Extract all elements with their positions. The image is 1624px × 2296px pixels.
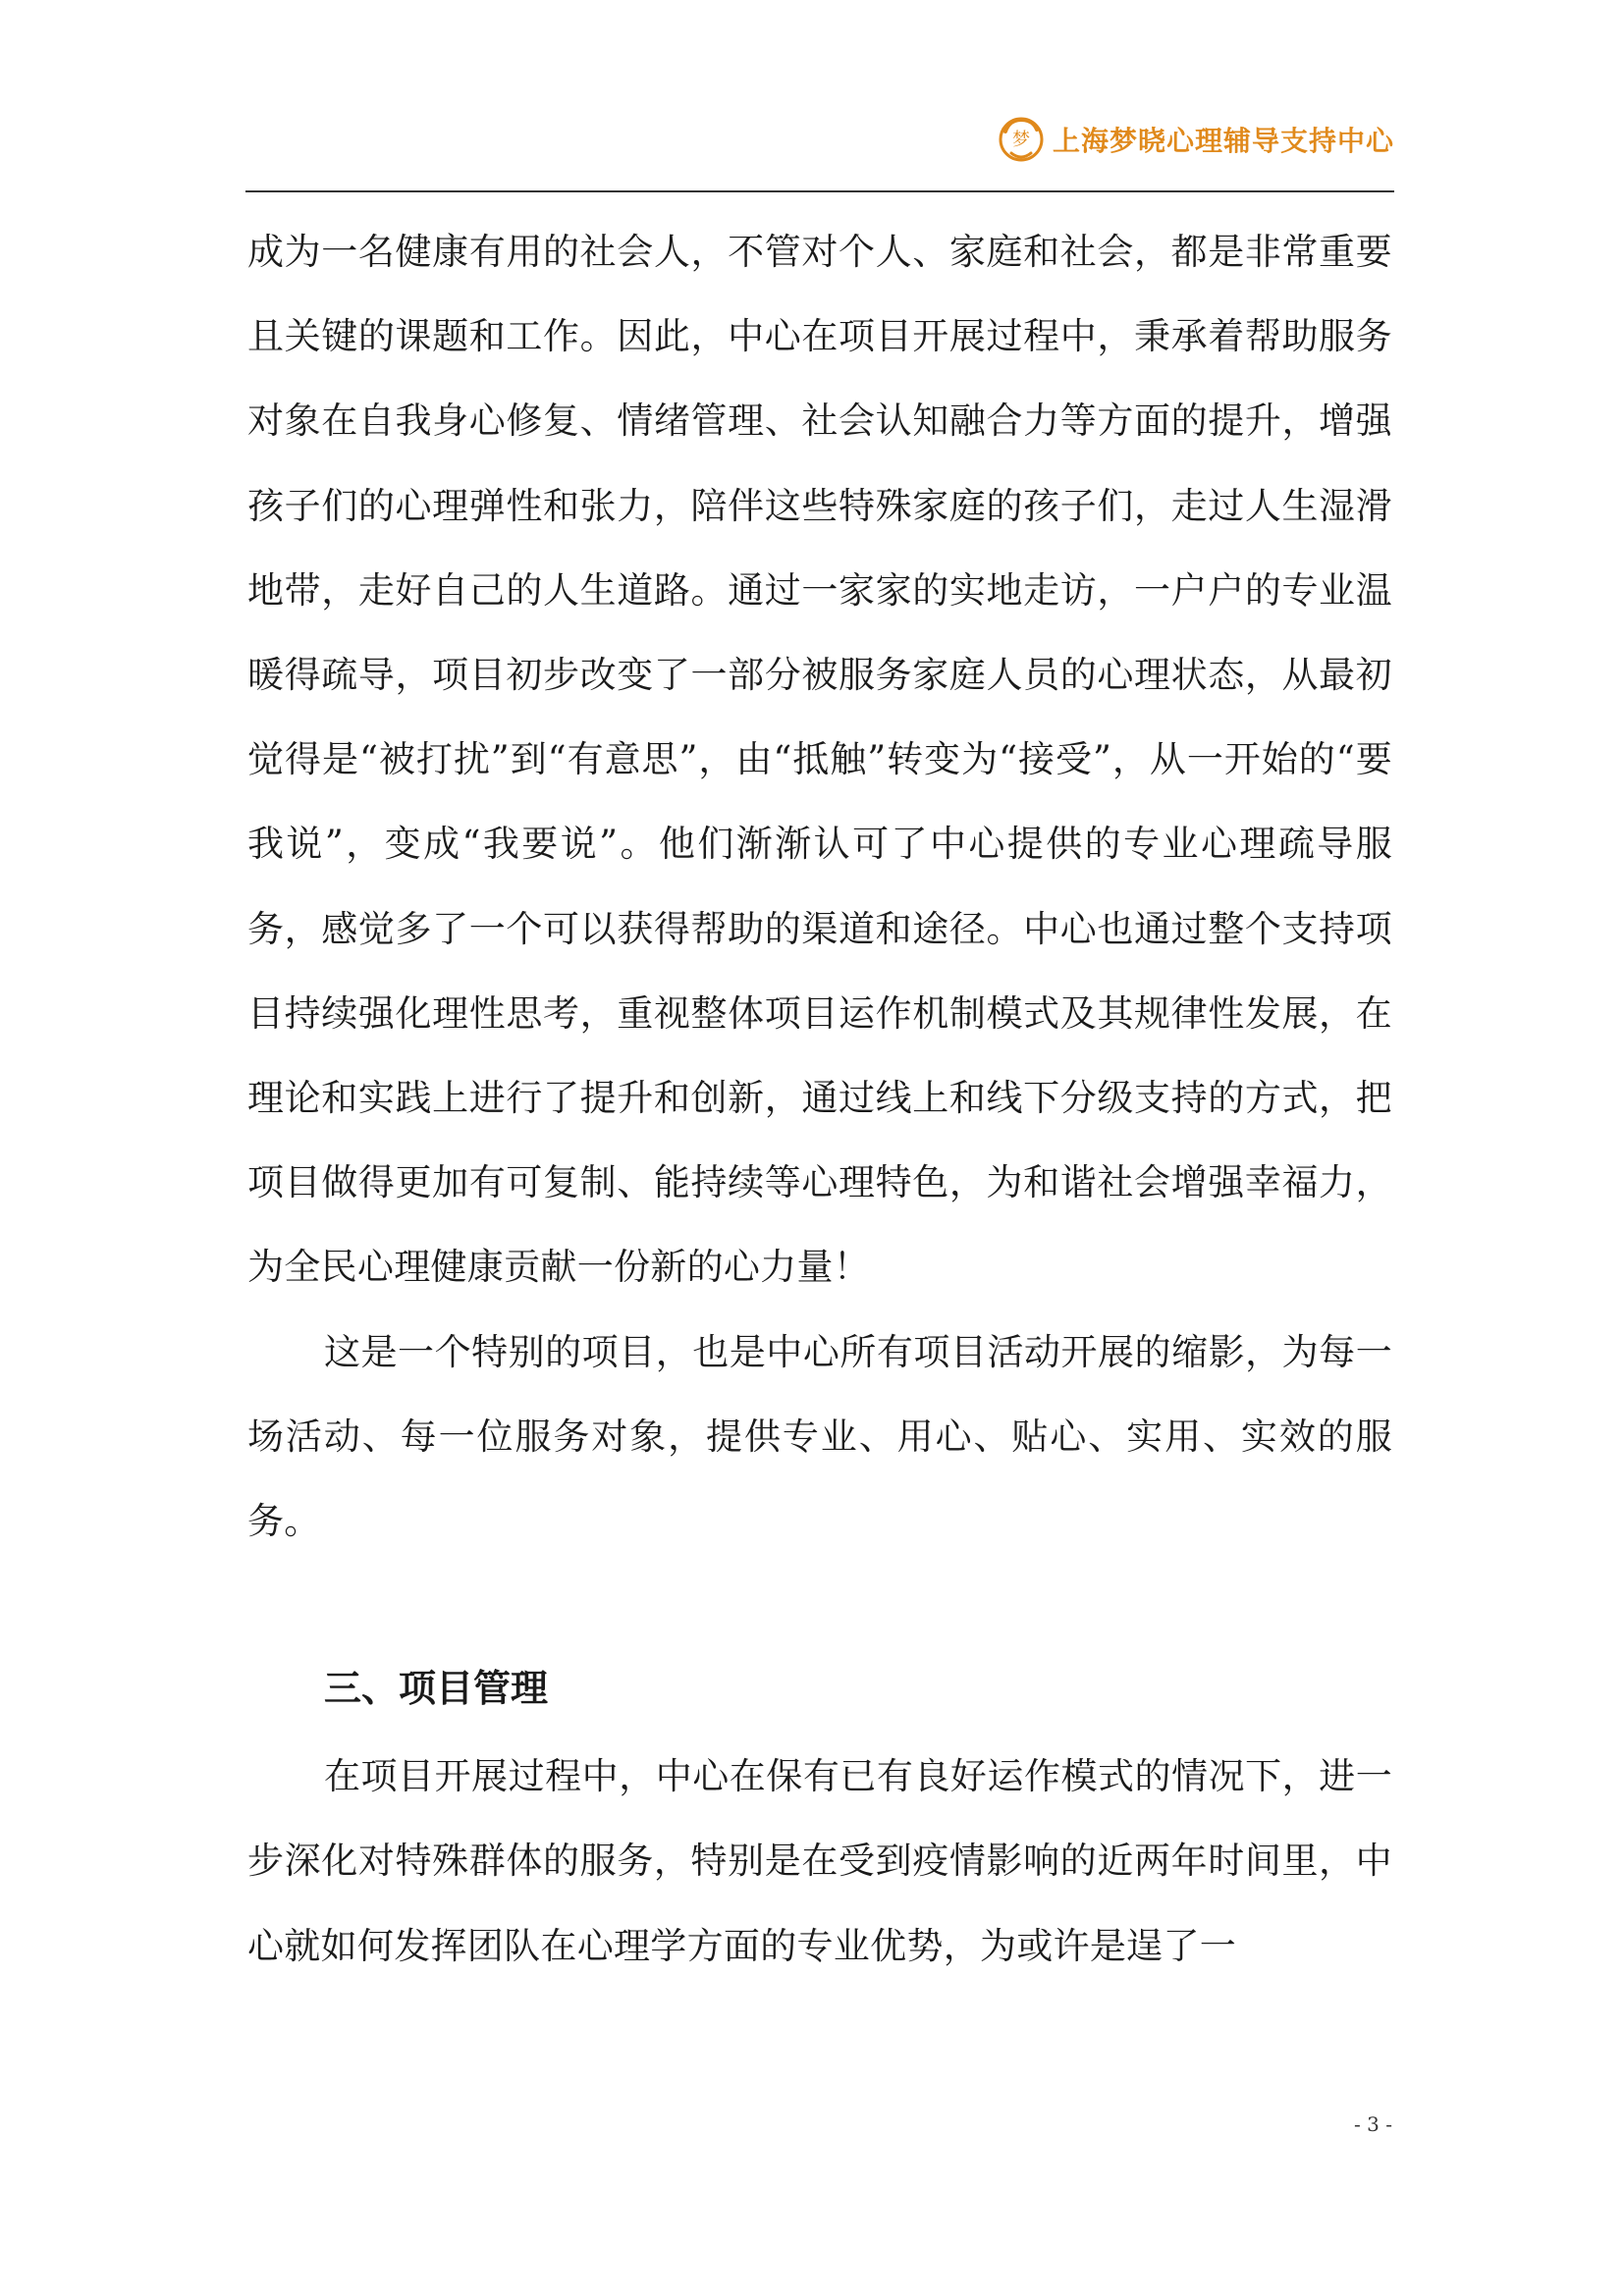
header-divider xyxy=(245,190,1394,192)
page-number: - 3 - xyxy=(1354,2112,1392,2136)
org-logo xyxy=(996,114,1394,165)
section-heading: 三、项目管理 xyxy=(324,1667,549,1711)
page-header xyxy=(245,106,1394,190)
paragraph-3: 在项目开展过程中，中心在保有已有良好运作模式的情况下，进一步深化对特殊群体的服务，特别是在受到疫情影响的近两年时间里，中心就如何发挥团队在心理学方面的专业优势，为或许是逞了一 xyxy=(247,1755,1392,1967)
paragraph-2: 这是一个特别的项目，也是中心所有项目活动开展的缩影，为每一场活动、每一位服务对象，提供专业、用心、贴心、实用、实效的服务。 xyxy=(247,1330,1392,1543)
logo-glyph: 梦 xyxy=(1011,130,1030,150)
document-body xyxy=(247,210,1392,1989)
section-spacer xyxy=(247,1564,1392,1646)
org-name: 上海梦晓心理辅导支持中心 xyxy=(1052,125,1394,157)
dream-face-logo-icon xyxy=(996,114,1047,165)
paragraph-1: 成为一名健康有用的社会人，不管对个人、家庭和社会，都是非常重要且关键的课题和工作。因此，中心在项目开展过程中，秉承着帮助服务对象在自我身心修复、情绪管理、社会认知融合力等方面的提升，增强孩子们的心理弹性和张力，陪伴这些特殊家庭的孩子们，走过人生湿滑地带，走好自己的人生道路。通过一家家的实地走访，一户户的专业温暖得疏导，项目初步改变了一部分被服务家庭人员的心理状态，从最初觉得是“被打扰”到“有意思”，由“抵触”转变为“接受”，从一开始的“要我说”，变成“我要说”。他们渐渐认可了中心提供的专业心理疏导服务，感觉多了一个可以获得帮助的渠道和途径。中心也通过整个支持项目持续强化理性思考，重视整体项目运作机制模式及其规律性发展，在理论和实践上进行了提升和创新，通过线上和线下分级支持的方式，把项目做得更加有可复制、能持续等心理特色，为和谐社会增强幸福力，为全民心理健康贡献一份新的心力量！ xyxy=(247,231,1392,1289)
